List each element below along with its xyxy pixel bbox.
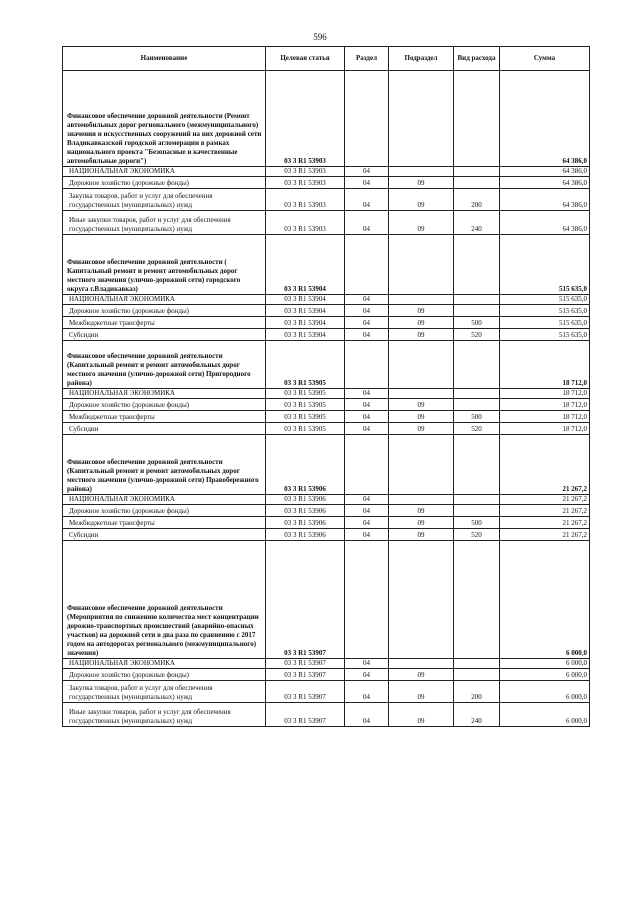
row-expense-type: [454, 341, 500, 389]
row-name: Дорожное хозяйство (дорожные фонды): [63, 305, 266, 317]
row-sum: 64 386,0: [500, 71, 590, 167]
row-name: Межбюджетные трансферты: [63, 517, 266, 529]
row-sum: 18 712,0: [500, 399, 590, 411]
row-target-code: 03 3 R1 53906: [266, 495, 345, 505]
row-sum: 21 267,2: [500, 495, 590, 505]
row-name: НАЦИОНАЛЬНАЯ ЭКОНОМИКА: [63, 295, 266, 305]
row-subsection: 09: [389, 505, 454, 517]
table-row: [63, 341, 590, 389]
row-name: НАЦИОНАЛЬНАЯ ЭКОНОМИКА: [63, 495, 266, 505]
row-section: 04: [345, 329, 389, 341]
row-section: 04: [345, 177, 389, 189]
row-subsection: 09: [389, 305, 454, 317]
row-name: Финансовое обеспечение дорожной деятельности (Капитальный ремонт и ремонт автомобильных дорог местного значения (улично-дорожной сети) Правобережного района): [63, 435, 266, 495]
table-row: [63, 167, 590, 177]
row-expense-type: 520: [454, 529, 500, 541]
row-section: [345, 235, 389, 295]
row-sum: 18 712,0: [500, 423, 590, 435]
row-name: Закупка товаров, работ и услуг для обеспечения государственных (муниципальных) нужд: [63, 681, 266, 703]
row-expense-type: 500: [454, 411, 500, 423]
row-sum: 64 386,0: [500, 177, 590, 189]
row-target-code: 03 3 R1 53907: [266, 681, 345, 703]
row-subsection: 09: [389, 177, 454, 189]
row-name: Иные закупки товаров, работ и услуг для обеспечения государственных (муниципальных) нужд: [63, 211, 266, 235]
row-sum: 515 635,0: [500, 235, 590, 295]
row-expense-type: [454, 505, 500, 517]
row-subsection: 09: [389, 411, 454, 423]
row-subsection: [389, 235, 454, 295]
row-target-code: 03 3 R1 53905: [266, 389, 345, 399]
row-target-code: 03 3 R1 53907: [266, 703, 345, 727]
row-sum: 21 267,2: [500, 529, 590, 541]
row-subsection: 09: [389, 399, 454, 411]
row-expense-type: [454, 669, 500, 681]
table-row: [63, 211, 590, 235]
row-name: Дорожное хозяйство (дорожные фонды): [63, 669, 266, 681]
table-row: [63, 295, 590, 305]
row-target-code: 03 3 R1 53903: [266, 189, 345, 211]
table-row: [63, 411, 590, 423]
row-section: 04: [345, 669, 389, 681]
row-expense-type: [454, 399, 500, 411]
row-expense-type: [454, 177, 500, 189]
row-subsection: [389, 659, 454, 669]
row-expense-type: [454, 305, 500, 317]
row-section: 04: [345, 211, 389, 235]
row-section: 04: [345, 517, 389, 529]
row-subsection: [389, 295, 454, 305]
row-sum: 515 635,0: [500, 295, 590, 305]
row-sum: 6 000,0: [500, 681, 590, 703]
row-name: Субсидии: [63, 329, 266, 341]
row-expense-type: [454, 389, 500, 399]
row-subsection: 09: [389, 211, 454, 235]
row-section: 04: [345, 317, 389, 329]
row-section: 04: [345, 659, 389, 669]
row-section: 04: [345, 189, 389, 211]
row-name: Дорожное хозяйство (дорожные фонды): [63, 177, 266, 189]
row-name: Дорожное хозяйство (дорожные фонды): [63, 505, 266, 517]
header-name: Наименование: [63, 47, 266, 71]
row-subsection: [389, 541, 454, 659]
row-section: [345, 541, 389, 659]
row-expense-type: [454, 235, 500, 295]
row-name: Иные закупки товаров, работ и услуг для обеспечения государственных (муниципальных) нужд: [63, 703, 266, 727]
row-sum: 515 635,0: [500, 305, 590, 317]
row-expense-type: [454, 71, 500, 167]
budget-table: [62, 46, 590, 727]
table-body: [63, 71, 590, 727]
table-row: [63, 435, 590, 495]
row-sum: 64 386,0: [500, 189, 590, 211]
row-target-code: 03 3 R1 53905: [266, 423, 345, 435]
row-name: Финансовое обеспечение дорожной деятельности (Ремонт автомобильных дорог регионального (межмуниципального) значения и искусственных сооружений на них дорожной сети Владикавказской городской агломерации в рамках национального проекта "Безопасные и качественные автомобильные дороги"): [63, 71, 266, 167]
row-subsection: 09: [389, 669, 454, 681]
header-expense-type: Вид расхода: [454, 47, 500, 71]
header-subsection: Подраздел: [389, 47, 454, 71]
row-target-code: 03 3 R1 53906: [266, 517, 345, 529]
row-target-code: 03 3 R1 53906: [266, 435, 345, 495]
row-name: Субсидии: [63, 529, 266, 541]
table-row: [63, 389, 590, 399]
row-name: НАЦИОНАЛЬНАЯ ЭКОНОМИКА: [63, 167, 266, 177]
row-subsection: 09: [389, 529, 454, 541]
row-expense-type: 520: [454, 329, 500, 341]
row-sum: 515 635,0: [500, 317, 590, 329]
table-row: [63, 659, 590, 669]
row-subsection: [389, 167, 454, 177]
row-expense-type: [454, 659, 500, 669]
header-code: Целевая статья: [266, 47, 345, 71]
page-number: 596: [313, 32, 327, 42]
row-section: 04: [345, 399, 389, 411]
table-row: [63, 329, 590, 341]
row-expense-type: [454, 435, 500, 495]
row-sum: 18 712,0: [500, 411, 590, 423]
header-sum: Сумма: [500, 47, 590, 71]
row-sum: 515 635,0: [500, 329, 590, 341]
row-sum: 64 386,0: [500, 167, 590, 177]
row-target-code: 03 3 R1 53904: [266, 295, 345, 305]
table-row: [63, 669, 590, 681]
row-target-code: 03 3 R1 53907: [266, 659, 345, 669]
table-row: [63, 399, 590, 411]
row-section: [345, 435, 389, 495]
row-subsection: 09: [389, 681, 454, 703]
row-name: НАЦИОНАЛЬНАЯ ЭКОНОМИКА: [63, 659, 266, 669]
row-section: [345, 341, 389, 389]
row-target-code: 03 3 R1 53907: [266, 541, 345, 659]
table-row: [63, 177, 590, 189]
table-row: [63, 189, 590, 211]
table-row: [63, 529, 590, 541]
row-name: Финансовое обеспечение дорожной деятельности (Мероприятия по снижению количества мест концентрации дорожно-транспортных происшествий (аварийно-опасных участков) на дорожной сети в два раза по сравнению с 2017 годом на автодорогах регионального (межмуниципального) значения): [63, 541, 266, 659]
row-section: 04: [345, 703, 389, 727]
row-section: 04: [345, 423, 389, 435]
row-sum: 18 712,0: [500, 341, 590, 389]
row-expense-type: 240: [454, 703, 500, 727]
row-section: [345, 71, 389, 167]
table-row: [63, 423, 590, 435]
row-section: 04: [345, 305, 389, 317]
row-target-code: 03 3 R1 53905: [266, 399, 345, 411]
row-sum: 6 000,0: [500, 659, 590, 669]
table-row: [63, 317, 590, 329]
header-section: Раздел: [345, 47, 389, 71]
row-target-code: 03 3 R1 53907: [266, 669, 345, 681]
row-subsection: [389, 389, 454, 399]
row-target-code: 03 3 R1 53906: [266, 505, 345, 517]
row-target-code: 03 3 R1 53906: [266, 529, 345, 541]
row-name: Закупка товаров, работ и услуг для обеспечения государственных (муниципальных) нужд: [63, 189, 266, 211]
row-expense-type: [454, 495, 500, 505]
table-row: [63, 703, 590, 727]
row-subsection: [389, 71, 454, 167]
row-subsection: 09: [389, 703, 454, 727]
row-target-code: 03 3 R1 53904: [266, 305, 345, 317]
row-expense-type: [454, 541, 500, 659]
table-row: [63, 71, 590, 167]
row-subsection: [389, 435, 454, 495]
row-expense-type: 500: [454, 517, 500, 529]
row-target-code: 03 3 R1 53903: [266, 177, 345, 189]
row-sum: 6 000,0: [500, 669, 590, 681]
row-target-code: 03 3 R1 53903: [266, 71, 345, 167]
row-target-code: 03 3 R1 53904: [266, 235, 345, 295]
row-section: 04: [345, 411, 389, 423]
row-expense-type: 500: [454, 317, 500, 329]
row-subsection: 09: [389, 317, 454, 329]
row-expense-type: 520: [454, 423, 500, 435]
row-target-code: 03 3 R1 53903: [266, 167, 345, 177]
table-row: [63, 505, 590, 517]
row-subsection: 09: [389, 423, 454, 435]
table-row: [63, 305, 590, 317]
table-row: [63, 235, 590, 295]
row-subsection: [389, 341, 454, 389]
table-row: [63, 517, 590, 529]
row-name: Субсидии: [63, 423, 266, 435]
row-section: 04: [345, 681, 389, 703]
row-sum: 21 267,2: [500, 517, 590, 529]
table-row: [63, 541, 590, 659]
row-target-code: 03 3 R1 53904: [266, 317, 345, 329]
row-section: 04: [345, 505, 389, 517]
row-expense-type: 200: [454, 681, 500, 703]
row-expense-type: [454, 295, 500, 305]
row-target-code: 03 3 R1 53903: [266, 211, 345, 235]
row-section: 04: [345, 495, 389, 505]
row-subsection: 09: [389, 189, 454, 211]
row-target-code: 03 3 R1 53904: [266, 329, 345, 341]
row-name: Межбюджетные трансферты: [63, 411, 266, 423]
row-name: Финансовое обеспечение дорожной деятельности (Капитальный ремонт и ремонт автомобильных дорог местного значения (улично-дорожной сети) Пригородного района): [63, 341, 266, 389]
row-target-code: 03 3 R1 53905: [266, 341, 345, 389]
row-name: Межбюджетные трансферты: [63, 317, 266, 329]
row-sum: 6 000,0: [500, 541, 590, 659]
row-sum: 64 386,0: [500, 211, 590, 235]
table-row: [63, 495, 590, 505]
row-sum: 21 267,2: [500, 505, 590, 517]
row-subsection: 09: [389, 329, 454, 341]
row-section: 04: [345, 529, 389, 541]
table-header-row: [63, 47, 590, 71]
row-expense-type: 240: [454, 211, 500, 235]
row-subsection: [389, 495, 454, 505]
table-row: [63, 681, 590, 703]
row-expense-type: [454, 167, 500, 177]
row-sum: 21 267,2: [500, 435, 590, 495]
row-subsection: 09: [389, 517, 454, 529]
row-section: 04: [345, 389, 389, 399]
row-name: Финансовое обеспечение дорожной деятельности ( Капитальный ремонт и ремонт автомобильных дорог местного значения (улично-дорожной сети) городского округа г.Владикавказ): [63, 235, 266, 295]
row-section: 04: [345, 167, 389, 177]
row-sum: 18 712,0: [500, 389, 590, 399]
row-section: 04: [345, 295, 389, 305]
row-target-code: 03 3 R1 53905: [266, 411, 345, 423]
row-expense-type: 200: [454, 189, 500, 211]
row-sum: 6 000,0: [500, 703, 590, 727]
row-name: Дорожное хозяйство (дорожные фонды): [63, 399, 266, 411]
row-name: НАЦИОНАЛЬНАЯ ЭКОНОМИКА: [63, 389, 266, 399]
